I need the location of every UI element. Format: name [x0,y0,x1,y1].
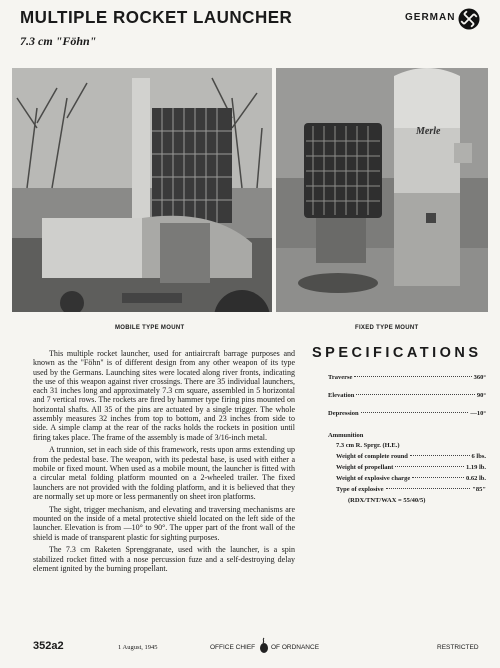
ordnance-bomb-icon [259,636,269,654]
spec-elevation: Elevation 90° [328,392,486,399]
mobile-mount-photo [12,68,272,312]
machine-plate: Merle [416,126,441,137]
paragraph-3: The sight, trigger mechanism, and elevating and traversing mechanisms are mounted on the inside of a metal protective shield located on the left side of the launcher. Elevation is from —10° to 90°. The upper part of the front wall of the shield is made of transparent plastic for sighting purposes. [33,504,295,542]
publication-date: 1 August, 1945 [118,644,158,651]
ammunition-name: 7.3 cm R. Sprgr. (H.E.) [336,442,400,449]
country-label: GERMAN [405,12,456,23]
page-subtitle: 7.3 cm "Föhn" [20,34,97,48]
german-emblem-icon [458,8,480,30]
classification-label: RESTRICTED [437,644,479,651]
paragraph-1: This multiple rocket launcher, used for antiaircraft barrage purposes and known as the "Föhn" is of different design from any other weapon of its type used by the Germans. Launching sites were located along river fronts, indicating the use of this weapon against river crossings. There are 35 individual launchers, each 31 inches long and approximately 7.3 cm square, assembled in 5 horizontal and 7 vertical rows. The rockets are fired by hammer type firing pins mounted on horizontal shafts. All 35 of the pins are actuated by a single trigger. The whole assembly measures 32 inches from top to bottom, and 23 inches from side to side. A simple clamp at the rear of the racks holds the rockets in position until firing takes place. The frame of the assembly is made of 3/16-inch metal. [33,349,295,442]
explosive-composition: (RDX/TNT/WAX = 55/40/5) [348,497,426,504]
page-title: MULTIPLE ROCKET LAUNCHER [20,7,293,28]
specifications-list [328,374,486,507]
fixed-mount-photo [276,68,488,312]
fixed-mount-caption: FIXED TYPE MOUNT [355,325,419,331]
paragraph-2: A trunnion, set in each side of this framework, rests upon arms extending up from the pedestal base. The weapon, with its pedestal base, is used with either a mobile or fixed mount. When used as a mobile mount, the launcher is fitted with a circular metal folding platform mounted on a 2-wheeled trailer. The fixed launchers are not provided with the folding platform, and it is believed that they are normally set up more or less permanently on sheet iron platforms. [33,445,295,501]
spec-explosive-type: Type of explosive "85" [336,486,486,493]
page-number: 352a2 [33,640,64,652]
paragraph-4: The 7.3 cm Raketen Sprenggranate, used with the launcher, is a spin stabilized rocket fitted with a nose percussion fuze and a self-destroying delay element ignited by the burning propellant. [33,545,295,574]
spec-propellant: Weight of propellant 1.19 lb. [336,464,486,471]
mobile-mount-caption: MOBILE TYPE MOUNT [115,325,185,331]
spec-complete-round: Weight of complete round 6 lbs. [336,453,486,460]
spec-explosive-charge: Weight of explosive charge 0.62 lb. [336,475,486,482]
spec-depression: Depression —10° [328,410,486,417]
office-label-left: OFFICE CHIEF [210,644,256,651]
description-text [33,349,295,577]
office-label-right: OF ORDNANCE [271,644,320,651]
specifications-heading: SPECIFICATIONS [312,345,482,361]
spec-traverse: Traverse 360° [328,374,486,381]
ammunition-heading: Ammunition [328,432,364,439]
